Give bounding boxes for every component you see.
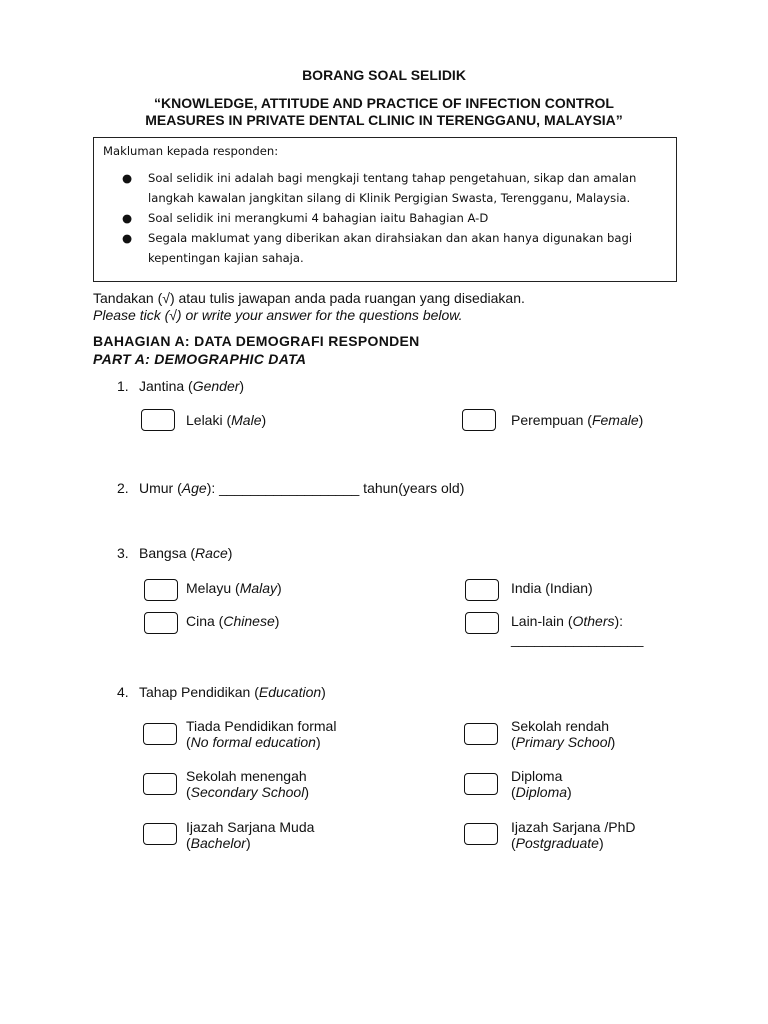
instruction-english: Please tick (√) or write your answer for the questions below. xyxy=(93,307,463,323)
race-others-checkbox[interactable] xyxy=(465,612,499,634)
education-secondary-checkbox[interactable] xyxy=(143,773,177,795)
race-chinese-label: Cina (Chinese) xyxy=(186,613,280,629)
education-primary-label: Sekolah rendah (Primary School) xyxy=(511,718,616,750)
race-others-input[interactable]: _________________ xyxy=(511,631,644,647)
question-1-number: 1. xyxy=(117,378,129,394)
education-bachelor-checkbox[interactable] xyxy=(143,823,177,845)
age-input-field[interactable]: Umur (Age): __________________ tahun(years old) xyxy=(139,480,465,496)
gender-male-label: Lelaki (Male) xyxy=(186,412,267,428)
gender-female-label: Perempuan (Female) xyxy=(511,412,644,428)
education-primary-checkbox[interactable] xyxy=(464,723,498,745)
question-3-label: Bangsa (Race) xyxy=(139,545,233,561)
notice-text: Segala maklumat yang diberikan akan dirahsiakan dan akan hanya digunakan bagi kepentingan kajian sahaja. xyxy=(148,231,633,265)
notice-list xyxy=(94,168,660,268)
form-title: BORANG SOAL SELIDIK xyxy=(302,67,466,83)
race-others-label: Lain-lain (Others): xyxy=(511,613,624,629)
question-4-label: Tahap Pendidikan (Education) xyxy=(139,684,326,700)
education-diploma-checkbox[interactable] xyxy=(464,773,498,795)
bullet-icon: ● xyxy=(122,171,133,185)
question-3-number: 3. xyxy=(117,545,129,561)
race-indian-label: India (Indian) xyxy=(511,580,593,596)
gender-female-checkbox[interactable] xyxy=(462,409,496,431)
notice-text: Soal selidik ini merangkumi 4 bahagian iaitu Bahagian A-D xyxy=(148,211,489,225)
form-subtitle-line-1: “KNOWLEDGE, ATTITUDE AND PRACTICE OF INFECTION CONTROL xyxy=(154,95,614,111)
education-bachelor-label: Ijazah Sarjana Muda (Bachelor) xyxy=(186,819,315,851)
education-secondary-label: Sekolah menengah (Secondary School) xyxy=(186,768,309,800)
education-diploma-label: Diploma (Diploma) xyxy=(511,768,572,800)
form-subtitle-line-2: MEASURES IN PRIVATE DENTAL CLINIC IN TERENGGANU, MALAYSIA” xyxy=(145,112,623,128)
question-4-number: 4. xyxy=(117,684,129,700)
notice-text: Soal selidik ini adalah bagi mengkaji tentang tahap pengetahuan, sikap dan amalan langkah kawalan jangkitan silang di Klinik Pergigian Swasta, Terengganu, Malaysia. xyxy=(148,171,637,205)
question-1-label: Jantina (Gender) xyxy=(139,378,245,394)
race-chinese-checkbox[interactable] xyxy=(144,612,178,634)
gender-male-checkbox[interactable] xyxy=(141,409,175,431)
race-malay-checkbox[interactable] xyxy=(144,579,178,601)
question-2-number: 2. xyxy=(117,480,129,496)
notice-item xyxy=(122,208,660,228)
race-malay-label: Melayu (Malay) xyxy=(186,580,282,596)
bullet-icon: ● xyxy=(122,231,133,245)
form-subtitle xyxy=(0,95,768,129)
notice-heading: Makluman kepada responden: xyxy=(103,144,279,158)
race-indian-checkbox[interactable] xyxy=(465,579,499,601)
notice-item xyxy=(122,168,660,208)
education-postgraduate-label: Ijazah Sarjana /PhD (Postgraduate) xyxy=(511,819,636,851)
bullet-icon: ● xyxy=(122,211,133,225)
education-postgraduate-checkbox[interactable] xyxy=(464,823,498,845)
notice-item xyxy=(122,228,660,268)
part-a-title-english: PART A: DEMOGRAPHIC DATA xyxy=(93,351,307,367)
part-a-title-malay: BAHAGIAN A: DATA DEMOGRAFI RESPONDEN xyxy=(93,333,420,349)
education-none-label: Tiada Pendidikan formal (No formal education) xyxy=(186,718,337,750)
instruction-malay: Tandakan (√) atau tulis jawapan anda pada ruangan yang disediakan. xyxy=(93,290,525,306)
respondent-notice-box xyxy=(93,137,677,282)
education-none-checkbox[interactable] xyxy=(143,723,177,745)
